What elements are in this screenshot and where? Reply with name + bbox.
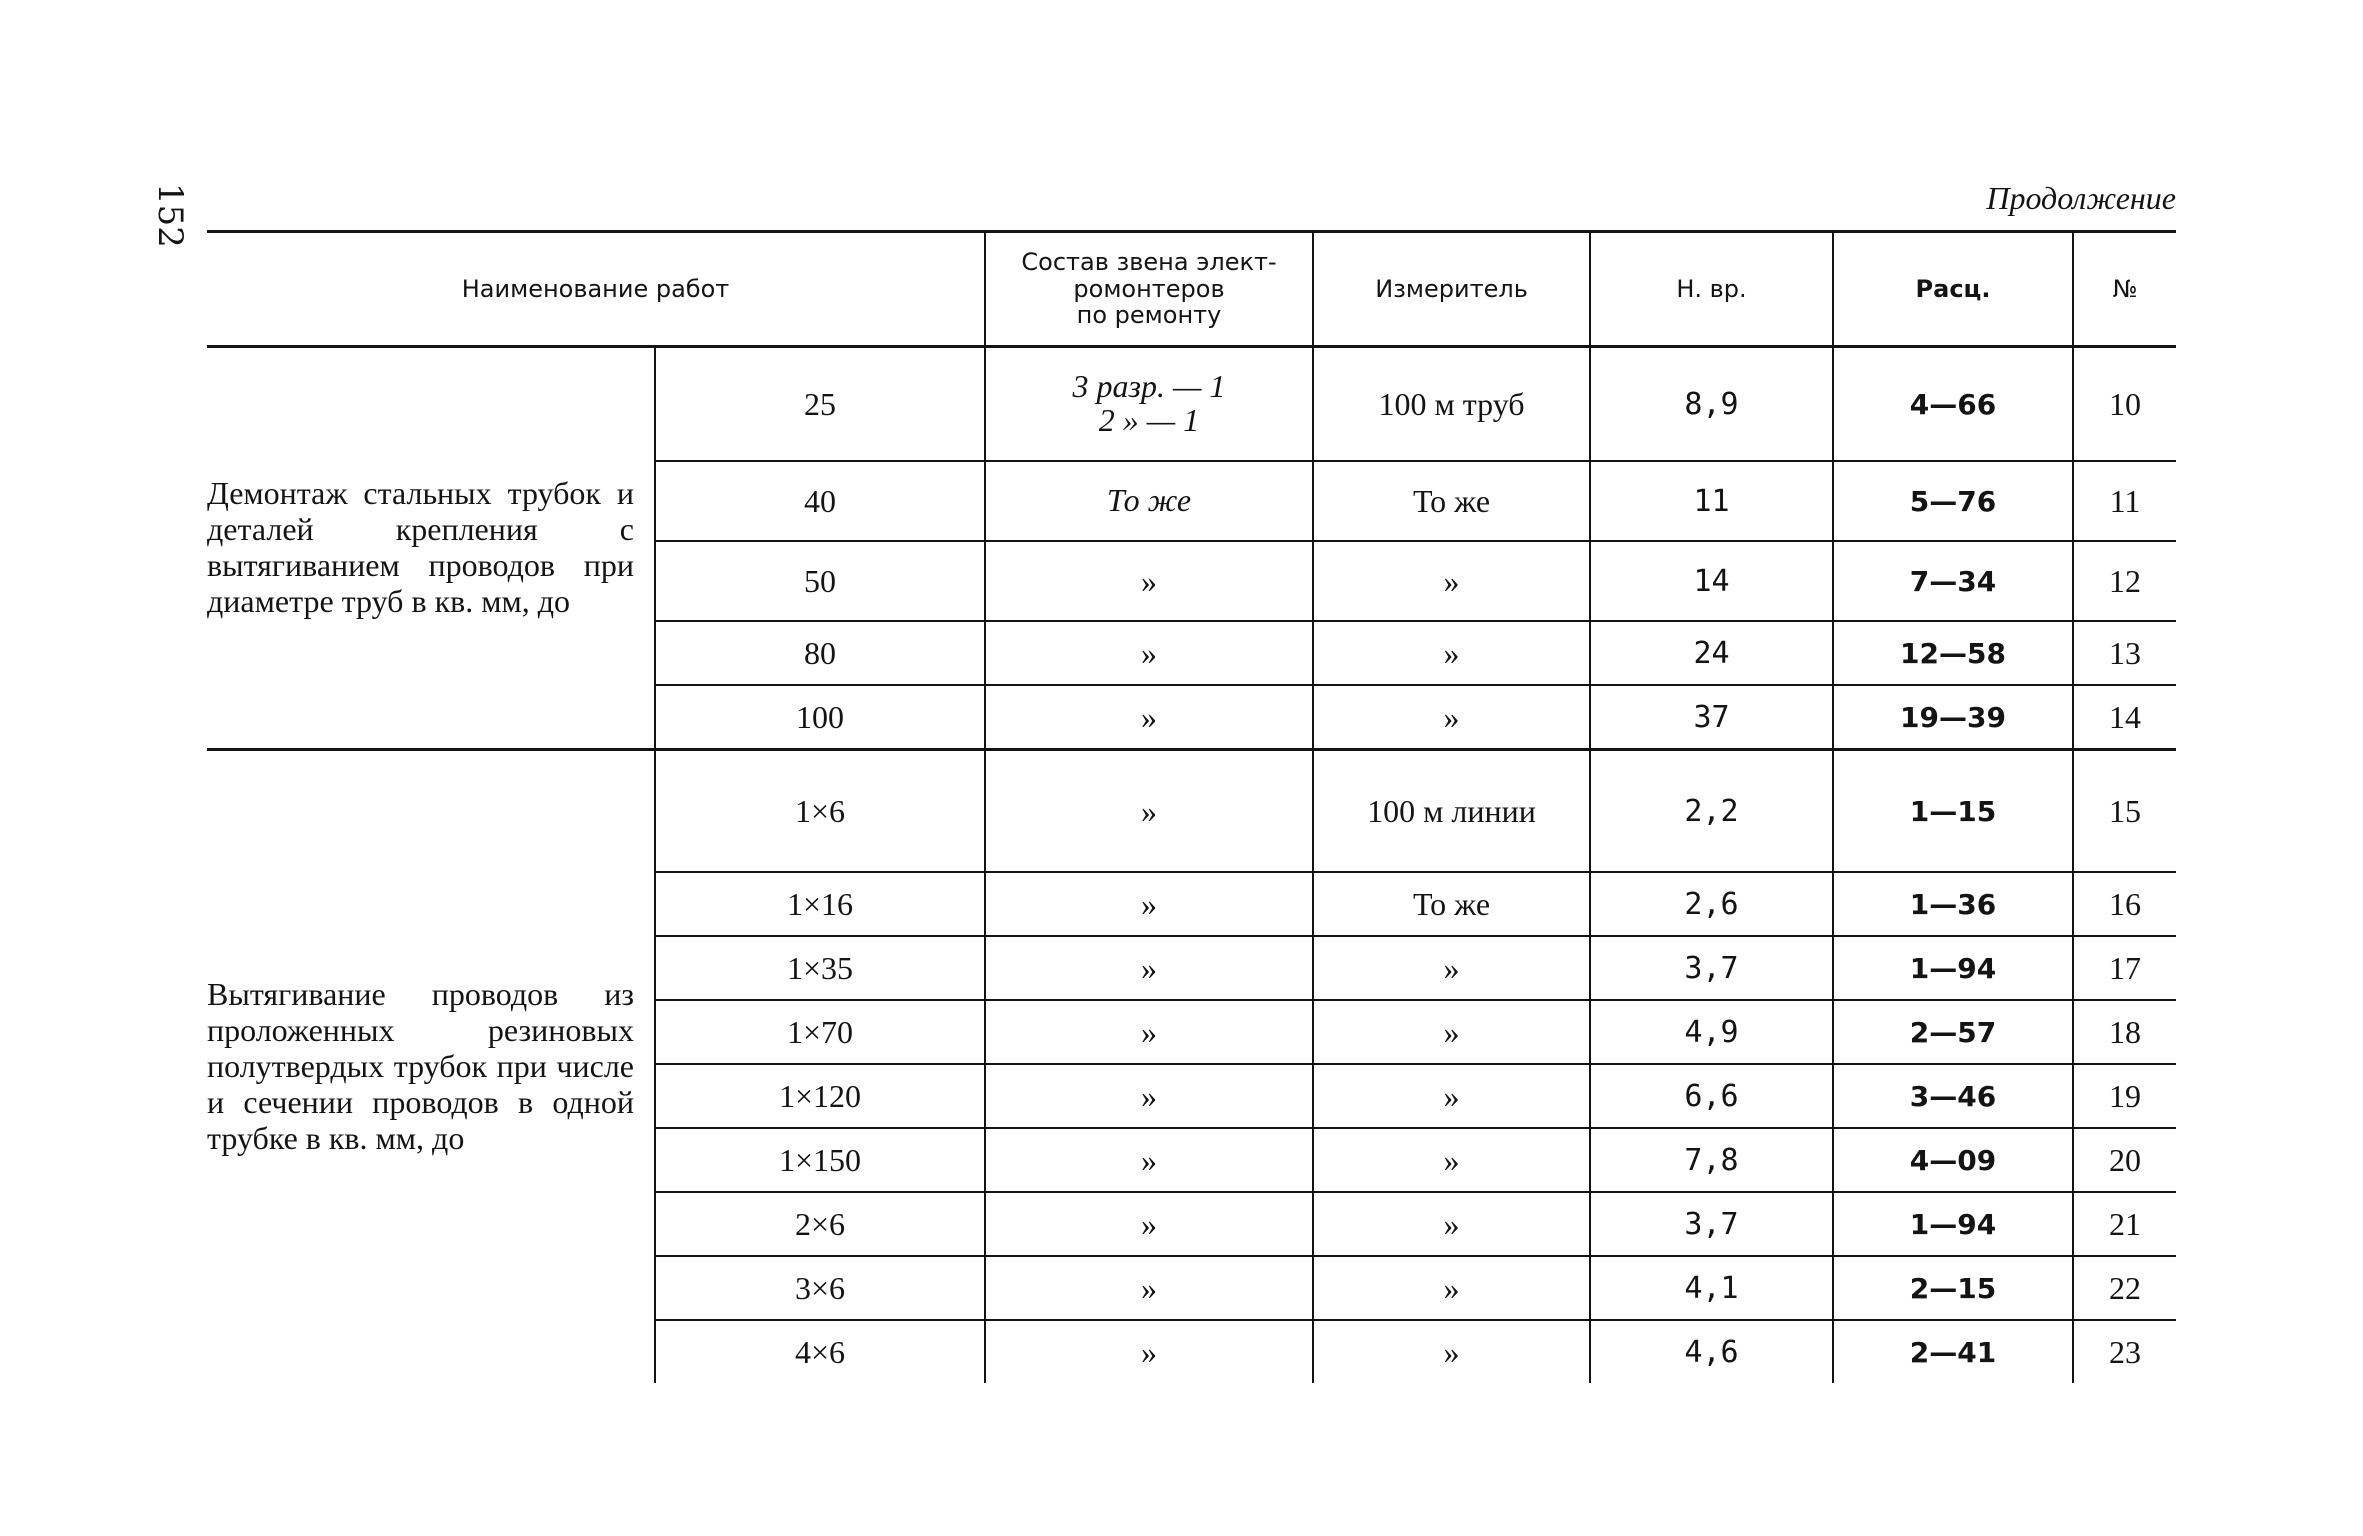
- unit-of-measure: »: [1313, 685, 1590, 750]
- header-work-name: Наименование работ: [207, 232, 985, 347]
- crew-composition: »: [985, 1064, 1313, 1128]
- rate-value: 1—94: [1833, 936, 2073, 1000]
- row-number: 22: [2073, 1256, 2176, 1320]
- rate-value: 19—39: [1833, 685, 2073, 750]
- row-number: 18: [2073, 1000, 2176, 1064]
- row-number: 15: [2073, 750, 2176, 873]
- crew-composition: »: [985, 1320, 1313, 1383]
- row-number: 21: [2073, 1192, 2176, 1256]
- crew-composition: »: [985, 1000, 1313, 1064]
- crew-composition: То же: [985, 461, 1313, 541]
- row-number: 23: [2073, 1320, 2176, 1383]
- unit-of-measure: »: [1313, 621, 1590, 685]
- unit-of-measure: »: [1313, 541, 1590, 621]
- table-row: [207, 347, 2176, 462]
- row-number: 11: [2073, 461, 2176, 541]
- work-parameter: 1×70: [655, 1000, 985, 1064]
- time-norm: 8,9: [1590, 347, 1833, 462]
- crew-composition: »: [985, 1192, 1313, 1256]
- time-norm: 11: [1590, 461, 1833, 541]
- rate-value: 2—15: [1833, 1256, 2073, 1320]
- work-group-name: Вытягивание проводов из проложенных резиновых полутвердых трубок при числе и сечении проводов в одной трубке в кв. мм, до: [207, 750, 655, 1384]
- work-parameter: 1×35: [655, 936, 985, 1000]
- unit-of-measure: То же: [1313, 872, 1590, 936]
- time-norm: 24: [1590, 621, 1833, 685]
- crew-composition: »: [985, 1256, 1313, 1320]
- row-number: 17: [2073, 936, 2176, 1000]
- time-norm: 2,6: [1590, 872, 1833, 936]
- header-rate: Расц.: [1833, 232, 2073, 347]
- row-number: 20: [2073, 1128, 2176, 1192]
- unit-of-measure: »: [1313, 1000, 1590, 1064]
- row-number: 19: [2073, 1064, 2176, 1128]
- crew-composition: »: [985, 1128, 1313, 1192]
- work-parameter: 3×6: [655, 1256, 985, 1320]
- rate-value: 4—09: [1833, 1128, 2073, 1192]
- header-number: №: [2073, 232, 2176, 347]
- time-norm: 4,9: [1590, 1000, 1833, 1064]
- continuation-label: Продолжение: [1986, 180, 2176, 216]
- row-number: 13: [2073, 621, 2176, 685]
- work-parameter: 100: [655, 685, 985, 750]
- header-crew: Состав звена элект- ромонтеров по ремонту: [985, 232, 1313, 347]
- crew-composition: »: [985, 541, 1313, 621]
- work-parameter: 1×16: [655, 872, 985, 936]
- table-row: [207, 750, 2176, 873]
- row-number: 12: [2073, 541, 2176, 621]
- rate-value: 7—34: [1833, 541, 2073, 621]
- rate-value: 4—66: [1833, 347, 2073, 462]
- work-parameter: 25: [655, 347, 985, 462]
- work-parameter: 1×6: [655, 750, 985, 873]
- work-parameter: 80: [655, 621, 985, 685]
- time-norm: 3,7: [1590, 936, 1833, 1000]
- work-parameter: 4×6: [655, 1320, 985, 1383]
- time-norm: 2,2: [1590, 750, 1833, 873]
- time-norm: 14: [1590, 541, 1833, 621]
- crew-composition: »: [985, 750, 1313, 873]
- unit-of-measure: 100 м линии: [1313, 750, 1590, 873]
- header-unit: Измеритель: [1313, 232, 1590, 347]
- time-norm: 7,8: [1590, 1128, 1833, 1192]
- rate-value: 1—36: [1833, 872, 2073, 936]
- header-time-norm: Н. вр.: [1590, 232, 1833, 347]
- rate-value: 2—57: [1833, 1000, 2073, 1064]
- crew-composition: »: [985, 621, 1313, 685]
- work-parameter: 1×120: [655, 1064, 985, 1128]
- unit-of-measure: 100 м труб: [1313, 347, 1590, 462]
- time-norm: 6,6: [1590, 1064, 1833, 1128]
- crew-composition: »: [985, 685, 1313, 750]
- unit-of-measure: То же: [1313, 461, 1590, 541]
- header-row: [207, 232, 2176, 347]
- work-group-name: Демонтаж стальных трубок и деталей крепления с вытягиванием проводов при диаметре труб в кв. мм, до: [207, 347, 655, 750]
- row-number: 16: [2073, 872, 2176, 936]
- unit-of-measure: »: [1313, 1256, 1590, 1320]
- time-norm: 3,7: [1590, 1192, 1833, 1256]
- rate-value: 5—76: [1833, 461, 2073, 541]
- crew-composition: 3 разр. — 1 2 » — 1: [985, 347, 1313, 462]
- work-parameter: 2×6: [655, 1192, 985, 1256]
- page-number: 152: [150, 183, 190, 248]
- work-parameter: 40: [655, 461, 985, 541]
- rate-value: 1—94: [1833, 1192, 2073, 1256]
- time-norm: 37: [1590, 685, 1833, 750]
- work-parameter: 1×150: [655, 1128, 985, 1192]
- unit-of-measure: »: [1313, 1320, 1590, 1383]
- unit-of-measure: »: [1313, 1128, 1590, 1192]
- unit-of-measure: »: [1313, 1192, 1590, 1256]
- unit-of-measure: »: [1313, 936, 1590, 1000]
- work-parameter: 50: [655, 541, 985, 621]
- rate-value: 12—58: [1833, 621, 2073, 685]
- rate-value: 2—41: [1833, 1320, 2073, 1383]
- rate-value: 1—15: [1833, 750, 2073, 873]
- crew-composition: »: [985, 936, 1313, 1000]
- row-number: 10: [2073, 347, 2176, 462]
- crew-composition: »: [985, 872, 1313, 936]
- time-norm: 4,6: [1590, 1320, 1833, 1383]
- time-norm: 4,1: [1590, 1256, 1833, 1320]
- row-number: 14: [2073, 685, 2176, 750]
- norms-table: [207, 230, 2176, 1383]
- unit-of-measure: »: [1313, 1064, 1590, 1128]
- rate-value: 3—46: [1833, 1064, 2073, 1128]
